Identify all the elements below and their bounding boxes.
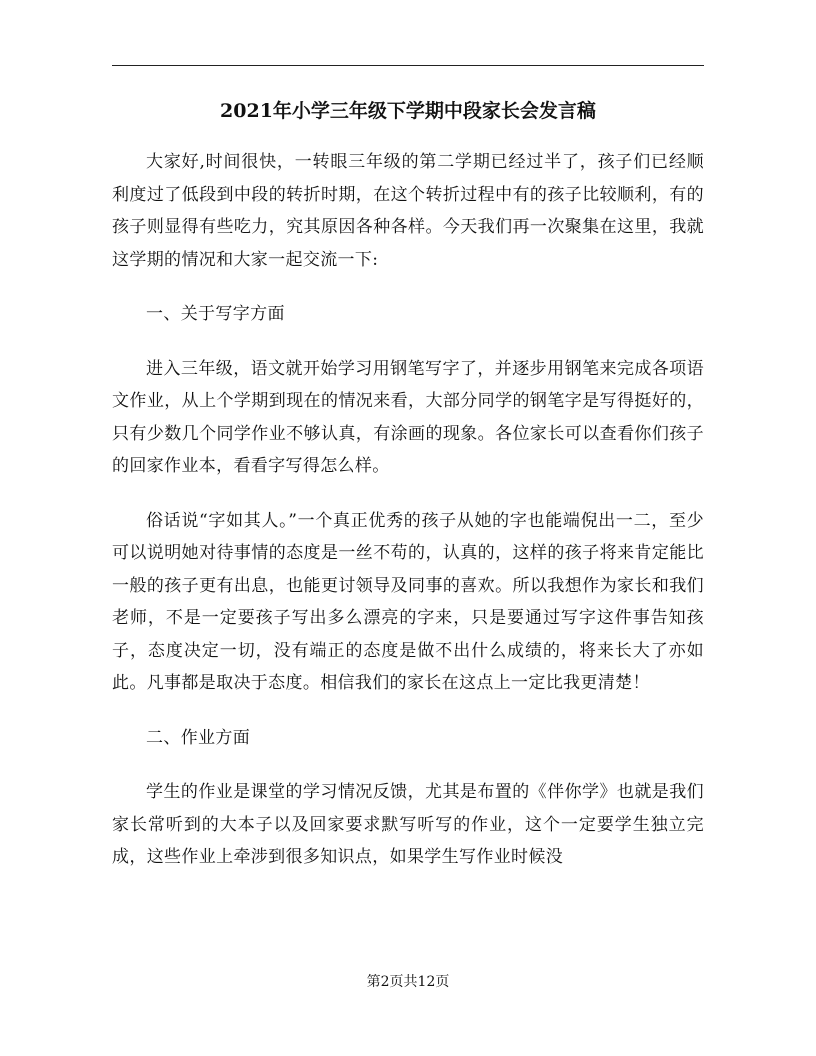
paragraph-homework: 学生的作业是课堂的学习情况反馈，尤其是布置的《伴你学》也就是我们家长常听到的大本子以及回家要求默写听写的作业，这个一定要学生独立完成，这些作业上牵涉到很多知识点，如果学生写作业时候没 (112, 782, 704, 867)
paragraph-writing-2: 俗话说“字如其人。”一个真正优秀的孩子从她的字也能端倪出一二，至少可以说明她对待事情的态度是一丝不苟的，认真的，这样的孩子将来肯定能比一般的孩子更有出息，也能更讨领导及同事的喜欢。所以我想作为家长和我们老师，不是一定要孩子写出多么漂亮的字来，只是要通过写字这件事告知孩子，态度决定一切，没有端正的态度是做不出什么成绩的，将来长大了亦如此。凡事都是取决于态度。相信我们的家长在这点上一定比我更清楚！ (112, 510, 704, 693)
paragraph-writing-1: 进入三年级，语文就开始学习用钢笔写字了，并逐步用钢笔来完成各项语文作业，从上个学期到现在的情况来看，大部分同学的钢笔字是写得挺好的，只有少数几个同学作业不够认真，有涂画的现象。各位家长可以查看你们孩子的回家作业本，看看字写得怎么样。 (112, 358, 704, 476)
document-body (112, 146, 704, 874)
section-heading-homework: 二、作业方面 (146, 727, 251, 748)
page-number-footer: 第2页共12页 (366, 974, 450, 990)
paragraph-intro: 大家好,时间很快，一转眼三年级的第二学期已经过半了，孩子们已经顺利度过了低段到中段的转折时期，在这个转折过程中有的孩子比较顺利，有的孩子则显得有些吃力，究其原因各种各样。今天我们再一次聚集在这里，我就这学期的情况和大家一起交流一下: (112, 152, 704, 270)
section-heading-writing: 一、关于写字方面 (146, 304, 285, 324)
header-rule (112, 65, 704, 66)
document-title: 2021年小学三年级下学期中段家长会发言稿 (220, 100, 596, 122)
